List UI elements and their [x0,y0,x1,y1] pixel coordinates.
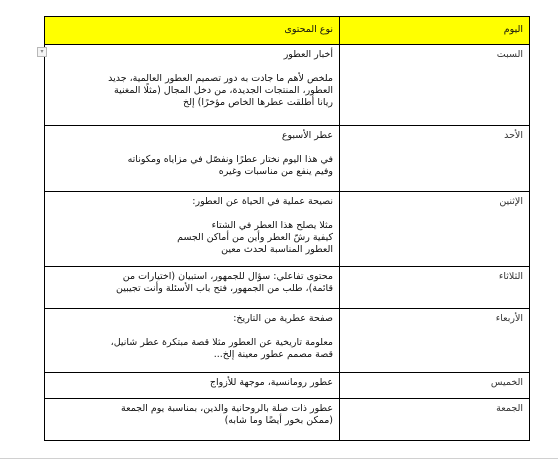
table-row [45,309,530,373]
content-cell [45,267,340,309]
table-row [45,399,530,441]
content-cell [45,192,340,267]
day-cell: الخميس [340,373,530,399]
header-day: اليوم [340,17,530,45]
content-body [51,154,333,178]
content-line: في هذا اليوم نختار عطرًا ونفصّل في مزاياه ومكوناته [127,154,333,165]
day-cell: الأحد [340,126,530,192]
content-cell [40,45,340,126]
content-body [51,403,333,427]
content-title: أخبار العطور [283,49,333,60]
content-line: قائمة)، طلب من الجمهور، فتح باب الأسئلة وأنت تجيبين [115,283,333,294]
content-body [51,271,333,295]
table-row [45,126,530,192]
content-line: معلومة تاريخية عن العطور مثلا قصة مبتكرة عطر شانيل، [110,337,333,348]
table-row [45,192,530,267]
content-body [51,220,333,256]
content-line: كيفية رشّ العطر وأين من أماكن الجسم [177,232,333,243]
content-cell [45,309,340,373]
content-line: وفيم ينفع من مناسبات وغيره [218,166,333,177]
content-line: قصة مصمم عطور معينة إلخ... [213,349,333,360]
table-row [45,267,530,309]
table-header-row [45,17,530,45]
page-divider [0,458,558,459]
content-line: العطور، المنتجات الجديدة، من دخل المجال (مثلًا المغنية [113,85,333,96]
content-title: صفحة عطرية من التاريخ: [233,313,333,324]
content-body [51,337,333,361]
day-cell: الجمعة [340,399,530,441]
day-cell: السبت [340,45,530,126]
day-cell: الإثنين [340,192,530,267]
day-cell: الثلاثاء [340,267,530,309]
content-line: محتوى تفاعلي: سؤال للجمهور، استبيان (اختيارات من [122,271,333,282]
content-title: نصيحة عملية في الحياة عن العطور: [192,196,333,207]
content-line: مثلا يصلح هذا العطر في الشتاء [211,220,333,231]
content-body [51,73,333,109]
content-cell [45,126,340,192]
content-title: عطر الأسبوع [281,130,333,141]
content-line: ملخص لأهم ما جادت به دور تصميم العطور العالمية، جديد [108,73,333,84]
table-row [45,373,530,399]
content-body [51,377,333,389]
day-cell: الأربعاء [340,309,530,373]
header-content-type: نوع المحتوى [45,17,340,45]
table-row [45,45,530,126]
content-line: عطور رومانسية، موجهة للأزواج [209,377,333,388]
content-line: ريانا أطلقت عطرها الخاص مؤخرًا) إلخ [182,97,333,108]
chevron-down-icon[interactable]: ▾ [37,47,47,57]
content-schedule-table [40,16,530,441]
content-cell [45,399,340,441]
content-line: عطور ذات صلة بالروحانية والدين، بمناسبة يوم الجمعة [121,403,333,414]
content-line: العطور المناسبة لحدث معين [221,244,333,255]
content-line: (ممكن بخور أيضًا وما شابه) [224,415,333,426]
content-cell [45,373,340,399]
